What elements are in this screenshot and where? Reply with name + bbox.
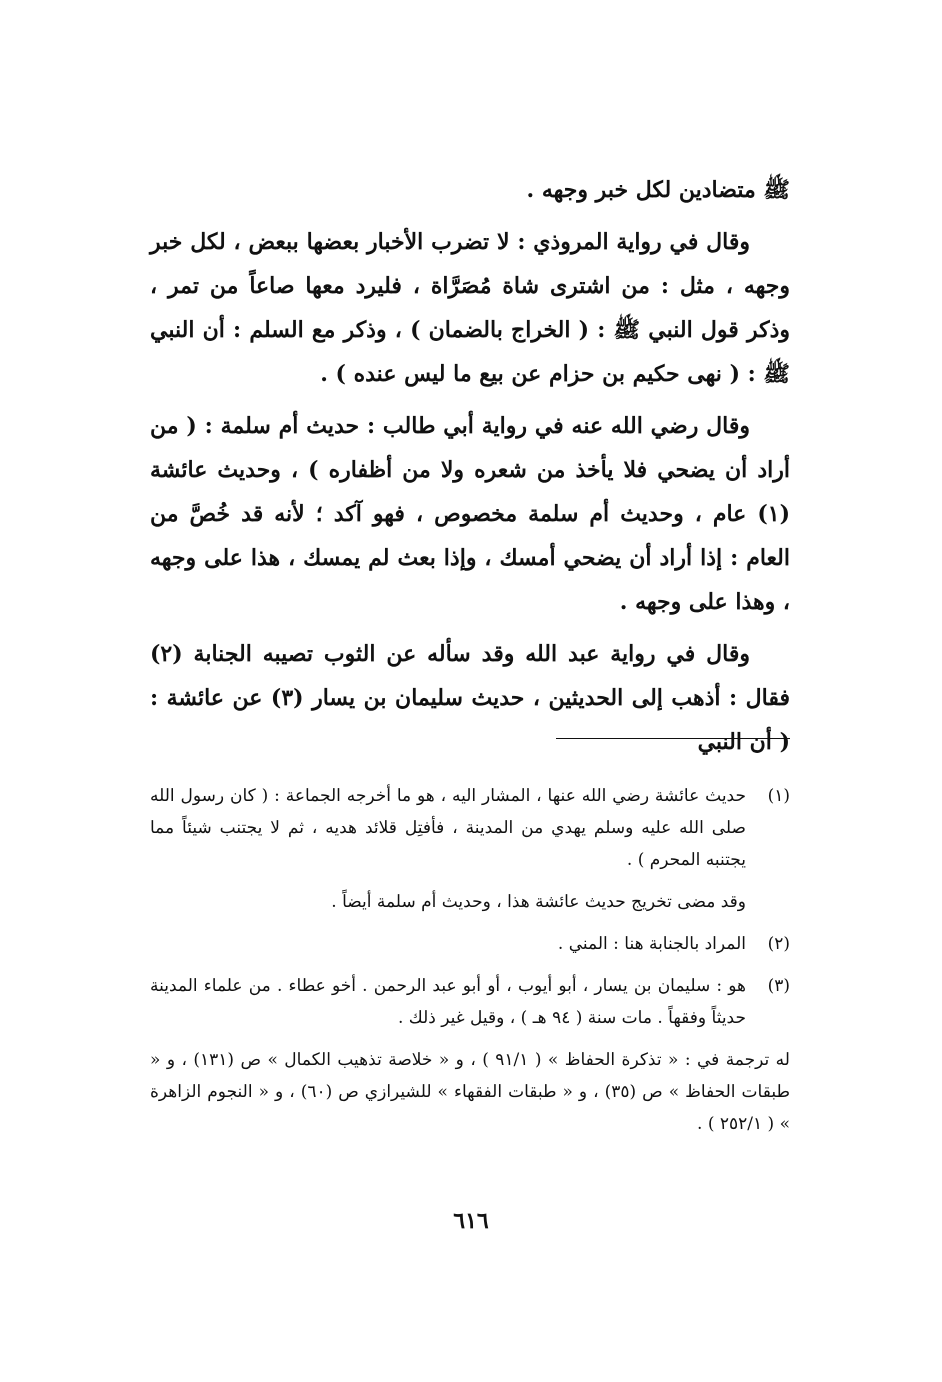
footnotes (150, 780, 790, 1150)
footnote-text: المراد بالجنابة هنا : المني . (557, 934, 746, 954)
footnote-number: (٢) (767, 934, 790, 954)
footnote-3 (150, 970, 790, 1034)
main-paragraph-1: ﷺ متضادين لكل خبر وجهه . (526, 177, 790, 203)
footnote-number: (٣) (767, 976, 790, 996)
footnote-3-extra: له ترجمة في : « تذكرة الحفاظ » ( ٩١/١ ) ، و « خلاصة تذهيب الكمال » ص (١٣١) ، و « طبقات الحفاظ » ص (٣٥) ، و « طبقات الفقهاء » للشيرازي ص (٦٠) ، و « النجوم الزاهرة » ( ٢٥٢/١ ) . (150, 1050, 790, 1134)
main-text (150, 168, 790, 772)
page-number: ٦١٦ (453, 1208, 489, 1234)
footnote-2 (150, 928, 790, 960)
main-paragraph-4: وقال في رواية عبد الله وقد سأله عن الثوب تصيبه الجنابة (٢) فقال : أذهب إلى الحديثين ، حديث سليمان بن يسار (٣) عن عائشة : ( أن النبي (150, 641, 790, 755)
footnote-number: (١) (767, 786, 790, 806)
footnote-1 (150, 780, 790, 876)
footnote-text: هو : سليمان بن يسار ، أبو أيوب ، أو أبو عبد الرحمن . أخو عطاء . من علماء المدينة حديثاً وفقهاً . مات سنة ( ٩٤ هـ ) ، وقيل غير ذلك . (150, 976, 746, 1028)
footnote-text: حديث عائشة رضي الله عنها ، المشار اليه ، هو ما أخرجه الجماعة : ( كان رسول الله صلى الله عليه وسلم يهدي من المدينة ، فأفتِل قلائد هديه ، ثم لا يجتنب شيئاً مما يجتنبه المحرم ) . (150, 786, 746, 870)
footnote-1-extra: وقد مضى تخريج حديث عائشة هذا ، وحديث أم سلمة أيضاً . (331, 892, 746, 912)
main-paragraph-2: وقال في رواية المروذي : لا تضرب الأخبار بعضها ببعض ، لكل خبر وجهه ، مثل : من اشترى شاة مُصَرَّاة ، فليرد معها صاعاً من تمر ، وذكر قول النبي ﷺ : ( الخراج بالضمان ) ، وذكر مع السلم : أن النبي ﷺ : ( نهى حكيم بن حزام عن بيع ما ليس عنده ) . (150, 229, 790, 387)
footnote-separator (556, 738, 790, 739)
main-paragraph-3: وقال رضي الله عنه في رواية أبي طالب : حديث أم سلمة : ( من أراد أن يضحي فلا يأخذ من شعره ولا من أظفاره ) ، وحديث عائشة (١) عام ، وحديث أم سلمة مخصوص ، فهو آكد ؛ لأنه قد خُصَّ من العام : إذا أراد أن يضحي أمسك ، وإذا بعث لم يمسك ، هذا على وجهه ، وهذا على وجهه . (150, 413, 790, 615)
